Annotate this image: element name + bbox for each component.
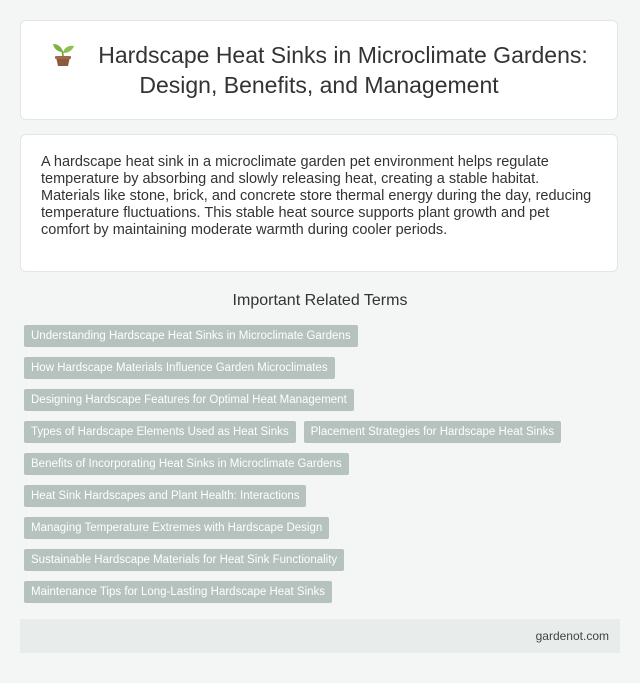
term-tag[interactable]: Types of Hardscape Elements Used as Heat Sinks <box>24 421 296 443</box>
footer <box>20 619 620 653</box>
term-row <box>24 517 624 539</box>
term-row <box>24 453 624 475</box>
term-tag[interactable]: Sustainable Hardscape Materials for Heat Sink Functionality <box>24 549 344 571</box>
term-tag[interactable]: Designing Hardscape Features for Optimal Heat Management <box>24 389 354 411</box>
term-tag[interactable]: Benefits of Incorporating Heat Sinks in Microclimate Gardens <box>24 453 349 475</box>
term-row <box>24 421 624 443</box>
page-title <box>21 40 617 100</box>
term-tag[interactable]: Heat Sink Hardscapes and Plant Health: Interactions <box>24 485 306 507</box>
intro-card <box>20 134 618 272</box>
term-row <box>24 485 624 507</box>
sprout-icon <box>50 41 76 67</box>
term-tag[interactable]: Placement Strategies for Hardscape Heat Sinks <box>304 421 562 443</box>
term-tag[interactable]: Understanding Hardscape Heat Sinks in Microclimate Gardens <box>24 325 358 347</box>
title-card <box>20 20 618 120</box>
term-row <box>24 581 624 603</box>
term-row <box>24 389 624 411</box>
intro-text: A hardscape heat sink in a microclimate garden pet environment helps regulate temperature by absorbing and slowly releasing heat, creating a stable habitat. Materials like stone, brick, and concrete store thermal energy during the day, reducing temperature fluctuations. This stable heat source supports plant growth and pet comfort by maintaining moderate warmth during cooler periods. <box>41 154 592 238</box>
term-row <box>24 549 624 571</box>
term-tag[interactable]: Managing Temperature Extremes with Hardscape Design <box>24 517 329 539</box>
related-terms-heading: Important Related Terms <box>232 292 408 309</box>
term-tag[interactable]: Maintenance Tips for Long-Lasting Hardscape Heat Sinks <box>24 581 332 603</box>
term-row <box>24 357 624 379</box>
term-row <box>24 325 624 347</box>
page-title-text: Hardscape Heat Sinks in Microclimate Gardens: Design, Benefits, and Management <box>98 42 588 98</box>
site-link[interactable]: gardenot.com <box>535 629 609 643</box>
term-tag[interactable]: How Hardscape Materials Influence Garden Microclimates <box>24 357 335 379</box>
related-terms-list <box>24 325 624 613</box>
